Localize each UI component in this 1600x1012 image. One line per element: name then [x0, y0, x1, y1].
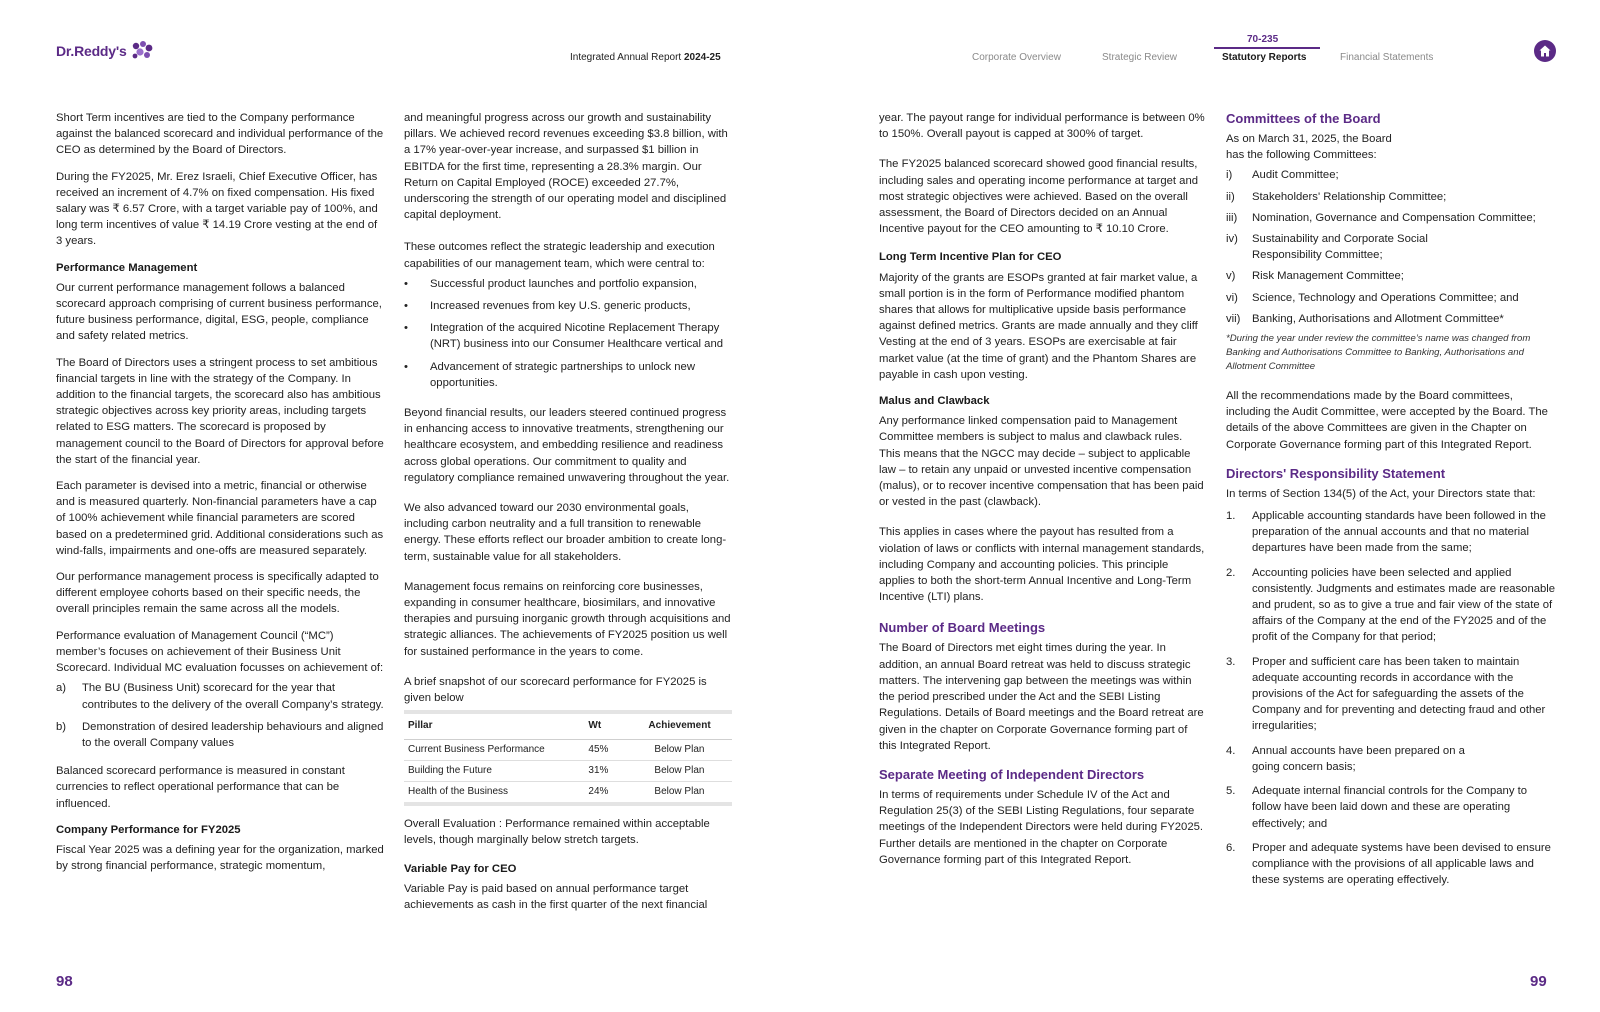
paragraph: Our current performance management follows a balanced scorecard approach comprising of current business performance, future business performance, digital, ESG, people, compliance and safety related metrics. — [56, 281, 382, 343]
list-item — [404, 298, 736, 314]
bullet-marker: • — [404, 277, 408, 290]
list-marker: 2. — [1226, 566, 1236, 579]
page-number-right: 99 — [1530, 973, 1547, 990]
brand-wordmark: Dr.Reddy's — [56, 43, 127, 59]
nav-financial-statements[interactable]: Financial Statements — [1340, 52, 1434, 63]
nav-strategic-review[interactable]: Strategic Review — [1102, 52, 1178, 63]
table-cell: Below Plan — [654, 785, 705, 797]
list-item — [1226, 840, 1556, 889]
table-cell: Building the Future — [404, 760, 584, 781]
paragraph: The Board of Directors met eight times during the year. In addition, an annual Board retreat was held to discuss strategic matters. The intervening gap between the meetings was within the period prescribed under the Act and the SEBI Listing Regulations. Details of Board meetings and the Board retreat are given in the chapter on Corporate Governance forming part of this Integrated Report. — [879, 642, 1204, 752]
list-text: Sustainability and Corporate Social Responsibility Committee; — [1252, 233, 1428, 262]
list-text: Increased revenues from key U.S. generic products, — [430, 300, 691, 313]
list-marker: iii) — [1226, 211, 1238, 224]
table-cell: 31% — [584, 760, 644, 781]
list-marker: ii) — [1226, 190, 1235, 203]
list-text: Demonstration of desired leadership behaviours and aligned to the overall Company values — [82, 720, 384, 749]
list-item — [1226, 231, 1556, 263]
list-item — [1226, 189, 1556, 205]
list-text: Accounting policies have been selected and applied consistently. Judgments and estimates made are reasonable and prudent, so as to give a true and fair view of the state of affairs of the Company at the end of the FY2025 and of the profit of the Company for that period; — [1252, 566, 1556, 644]
table-header: Wt — [584, 712, 644, 739]
paragraph: A brief snapshot of our scorecard performance for FY2025 is given below — [404, 675, 707, 705]
list-text: Integration of the acquired Nicotine Replacement Therapy (NRT) business into our Consumer Healthcare vertical and — [430, 322, 724, 351]
list-marker: i) — [1226, 169, 1233, 182]
list-text: Risk Management Committee; — [1252, 270, 1404, 283]
list-marker: 4. — [1226, 744, 1236, 757]
list-marker: a) — [56, 682, 67, 695]
list-text: Stakeholders' Relationship Committee; — [1252, 190, 1447, 203]
paragraph: Majority of the grants are ESOPs granted at fair market value, a small portion is in the form of Performance modified phantom shares that allows for multiplicative upside basis performance against defined metrics. Grants are made annually and they cliff Vesting at the end of 3 years. ESOPs are exercisable at fair market value (at the time of grant) and the Phantom Shares are payable in cash upon vesting. — [879, 271, 1198, 381]
report-year: 2024-25 — [683, 52, 721, 63]
heading-directors-responsibility: Directors' Responsibility Statement — [1226, 465, 1446, 481]
heading-company-performance: Company Performance for FY2025 — [56, 823, 241, 836]
list-text: Annual accounts have been prepared on a going concern basis; — [1252, 744, 1465, 773]
paragraph: Each parameter is devised into a metric, financial or otherwise and is measured quarterly. Non-financial parameters have a cap of 100% achievement while financial parameters are scored based on a predetermined grid. Additional considerations such as wind-falls, impairments and one-offs are measured separately. — [56, 480, 384, 557]
list-text: Advancement of strategic partnerships to unlock new opportunities. — [430, 360, 695, 389]
heading-independent-directors: Separate Meeting of Independent Directors — [879, 766, 1145, 782]
table-cell: Below Plan — [644, 760, 732, 781]
list-item — [404, 359, 736, 391]
report-title-text: Integrated Annual Report — [570, 52, 682, 63]
home-icon — [1538, 44, 1552, 58]
brand-logo[interactable] — [56, 40, 155, 62]
paragraph: In terms of Section 134(5) of the Act, your Directors state that: — [1226, 487, 1536, 500]
committees-list — [1226, 167, 1556, 327]
paragraph: Beyond financial results, our leaders steered continued progress in enhancing access to innovative treatments, strengthening our healthcare ecosystem, and embedding resilience and readiness across global operations. Our commitment to quality and regulatory compliance remained unwavering throughout the year. — [404, 407, 730, 484]
committee-footnote: *During the year under review the committee’s name was changed from Banking and Authorisations Committee to Banking, Authorisations and Allotment Committee — [1226, 333, 1531, 373]
table-row — [404, 781, 732, 804]
table-header: Achievement — [644, 712, 732, 739]
home-button[interactable] — [1534, 40, 1556, 62]
list-text: Adequate internal financial controls for the Company to follow have been laid down and these are operating effectively; and — [1252, 785, 1528, 830]
list-item — [56, 680, 384, 712]
paragraph: Management focus remains on reinforcing core businesses, expanding in consumer healthcare, biosimilars, and innovative therapies and pursuing inorganic growth through acquisitions and strategic alliances. The achievements of FY2025 position us well for sustained performance in the years to come. — [404, 580, 731, 658]
list-item — [1226, 268, 1556, 284]
paragraph: This applies in cases where the payout has resulted from a violation of laws or conflicts with internal management standards, including Company and accounting policies. This principle applies to both the short-term Annual Incentive and Long-Term Incentive (LTI) plans. — [879, 526, 1205, 604]
list-item — [1226, 167, 1556, 183]
list-text: Banking, Authorisations and Allotment Committee* — [1252, 312, 1504, 325]
left-column-2 — [404, 110, 736, 923]
heading-long-term-incentive: Long Term Incentive Plan for CEO — [879, 251, 1062, 264]
mc-evaluation-list — [56, 680, 384, 751]
brand-molecule-icon — [129, 40, 155, 62]
paragraph: In terms of requirements under Schedule IV of the Act and Regulation 25(3) of the SEBI Listing Regulations, four separate meetings of the Independent Directors were held during FY2025. Further details are mentioned in the chapter on Corporate Governance forming part of this Integrated Report. — [879, 788, 1204, 866]
right-column-2 — [1226, 110, 1556, 896]
list-marker: vi) — [1226, 291, 1238, 304]
nav-statutory-page-range: 70-235 — [1247, 34, 1279, 45]
list-text: Audit Committee; — [1252, 169, 1339, 182]
table-cell: 45% — [584, 739, 644, 760]
right-column-1 — [879, 110, 1205, 878]
heading-performance-management: Performance Management — [56, 261, 198, 274]
table-cell: Below Plan — [644, 739, 732, 760]
list-text: The BU (Business Unit) scorecard for the year that contributes to the delivery of the overall Company’s strategy. — [82, 682, 384, 711]
table-cell: Current Business Performance — [404, 739, 584, 760]
table-row — [404, 739, 732, 760]
list-text: Proper and sufficient care has been taken to maintain adequate accounting records in accordance with the provisions of the Act for safeguarding the assets of the Company and for preventing and detecting fraud and other irregularities; — [1252, 655, 1546, 733]
paragraph: Overall Evaluation : Performance remained within acceptable levels, though marginally below stretch targets. — [404, 818, 710, 847]
report-title — [570, 52, 721, 63]
paragraph: Any performance linked compensation paid to Management Committee members is subject to malus and clawback rules. This means that the NGCC may decide – subject to applicable law – to retain any unpaid or unvested incentive compensation (malus), or to recover incentive compensation that has been paid or vested in the past (clawback). — [879, 415, 1204, 509]
bullet-marker: • — [404, 300, 408, 313]
list-marker: v) — [1226, 270, 1236, 283]
paragraph: During the FY2025, Mr. Erez Israeli, Chief Executive Officer, has received an increment of 4.7% on fixed compensation. His fixed salary was ₹ 6.57 Crore, with a target variable pay of 100%, and long term incentives of value ₹ 14.19 Crore vesting at the end of 3 years. — [56, 170, 378, 248]
paragraph: The Board of Directors uses a stringent process to set ambitious financial targets in line with the strategy of the Company. In addition to the financial targets, the scorecard also has ambitious strategic objectives across key priority areas, including targets related to ESG matters. The scorecard is proposed by management council to the Board of Directors for approval before the start of the financial year. — [56, 356, 384, 466]
paragraph: All the recommendations made by the Board committees, including the Audit Committee, were accepted by the Board. The details of the above Committees are given in the Chapter on Corporate Governance forming part of this Integrated Report. — [1226, 390, 1548, 451]
paragraph: year. The payout range for individual performance is between 0% to 150%. Overall payout is capped at 300% of target. — [879, 112, 1205, 141]
paragraph: Short Term incentives are tied to the Company performance against the balanced scorecard and individual performance of the CEO as determined by the Board of Directors. — [56, 112, 384, 157]
table-header-row — [404, 712, 732, 739]
paragraph: Our performance management process is specifically adapted to different employee cohorts based on their specific needs, the overall principles remain the same across all the models. — [56, 571, 379, 616]
paragraph: Variable Pay is paid based on annual performance target achievements as cash in the first quarter of the next financial — [404, 882, 708, 911]
heading-board-meetings: Number of Board Meetings — [879, 620, 1046, 636]
nav-corporate-overview[interactable]: Corporate Overview — [972, 52, 1061, 63]
list-text: Successful product launches and portfolio expansion, — [430, 277, 697, 290]
paragraph: and meaningful progress across our growth and sustainability pillars. We achieved record revenues exceeding $3.8 billion, with a 17% year-over-year increase, and surpassed $1 billion in EBITDA for the first time, representing a 28.3% margin. Our Return on Capital Employed (ROCE) exceeded 27.7%, underscoring the strength of our operating model and disciplined capital deployment. — [404, 112, 728, 222]
table-header: Pillar — [404, 712, 584, 739]
bullet-marker: • — [404, 322, 408, 335]
list-marker: b) — [56, 720, 67, 733]
list-marker: 6. — [1226, 841, 1236, 854]
leadership-bullets — [404, 276, 736, 391]
list-item — [56, 719, 384, 751]
scorecard-table — [404, 710, 732, 806]
list-item — [404, 320, 736, 352]
list-item — [1226, 743, 1556, 775]
list-text: Applicable accounting standards have been followed in the preparation of the annual accounts and that no material departures have been made from the same; — [1252, 510, 1546, 555]
list-item — [404, 276, 736, 292]
paragraph: Performance evaluation of Management Council (“MC”) member’s focuses on achievement of their Business Unit Scorecard. Individual MC evaluation focusses on achievement of: — [56, 629, 384, 675]
paragraph: These outcomes reflect the strategic leadership and execution capabilities of our management team, which were central to: — [404, 241, 715, 270]
paragraph: The FY2025 balanced scorecard showed good financial results, including sales and operating income performance at target and most strategic objectives were achieved. Based on the overall assessment, the Board of Directors decided on an Annual Incentive payout for the CEO amounting to ₹ 10.10 Crore. — [879, 158, 1199, 236]
list-item — [1226, 783, 1556, 832]
list-marker: vii) — [1226, 312, 1241, 325]
list-item — [1226, 654, 1556, 735]
list-marker: 3. — [1226, 655, 1236, 668]
table-cell: Health of the Business — [408, 785, 509, 797]
heading-variable-pay: Variable Pay for CEO — [404, 862, 517, 875]
list-text: Nomination, Governance and Compensation Committee; — [1252, 211, 1536, 224]
list-item — [1226, 290, 1556, 306]
paragraph: We also advanced toward our 2030 environmental goals, including carbon neutrality and a full transition to renewable energy. These efforts reflect our broader ambition to create long-term, sustainable value for all stakeholders. — [404, 502, 727, 563]
list-marker: iv) — [1226, 233, 1238, 246]
list-marker: 1. — [1226, 510, 1236, 523]
heading-malus-clawback: Malus and Clawback — [879, 395, 990, 408]
paragraph: Balanced scorecard performance is measured in constant currencies to reflect operational performance that can be influenced. — [56, 765, 345, 810]
list-text: Science, Technology and Operations Committee; and — [1252, 291, 1519, 304]
table-cell: 24% — [588, 785, 609, 797]
list-item — [1226, 508, 1556, 557]
nav-statutory-reports[interactable]: Statutory Reports — [1222, 52, 1307, 63]
table-row — [404, 760, 732, 781]
page-number-left: 98 — [56, 973, 73, 990]
paragraph: Fiscal Year 2025 was a defining year for the organization, marked by strong financial performance, strategic momentum, — [56, 843, 384, 873]
nav-active-indicator — [1214, 47, 1320, 49]
list-item — [1226, 210, 1556, 226]
list-item — [1226, 565, 1556, 646]
responsibility-list — [1226, 508, 1556, 888]
list-marker: 5. — [1226, 785, 1236, 798]
heading-committees: Committees of the Board — [1226, 111, 1381, 126]
paragraph: As on March 31, 2025, the Board has the following Committees: — [1226, 133, 1392, 162]
left-column-1 — [56, 110, 384, 884]
list-item — [1226, 311, 1556, 327]
list-text: Proper and adequate systems have been devised to ensure compliance with the provisions of all applicable laws and these systems are operating effectively. — [1252, 841, 1551, 887]
bullet-marker: • — [404, 360, 408, 373]
